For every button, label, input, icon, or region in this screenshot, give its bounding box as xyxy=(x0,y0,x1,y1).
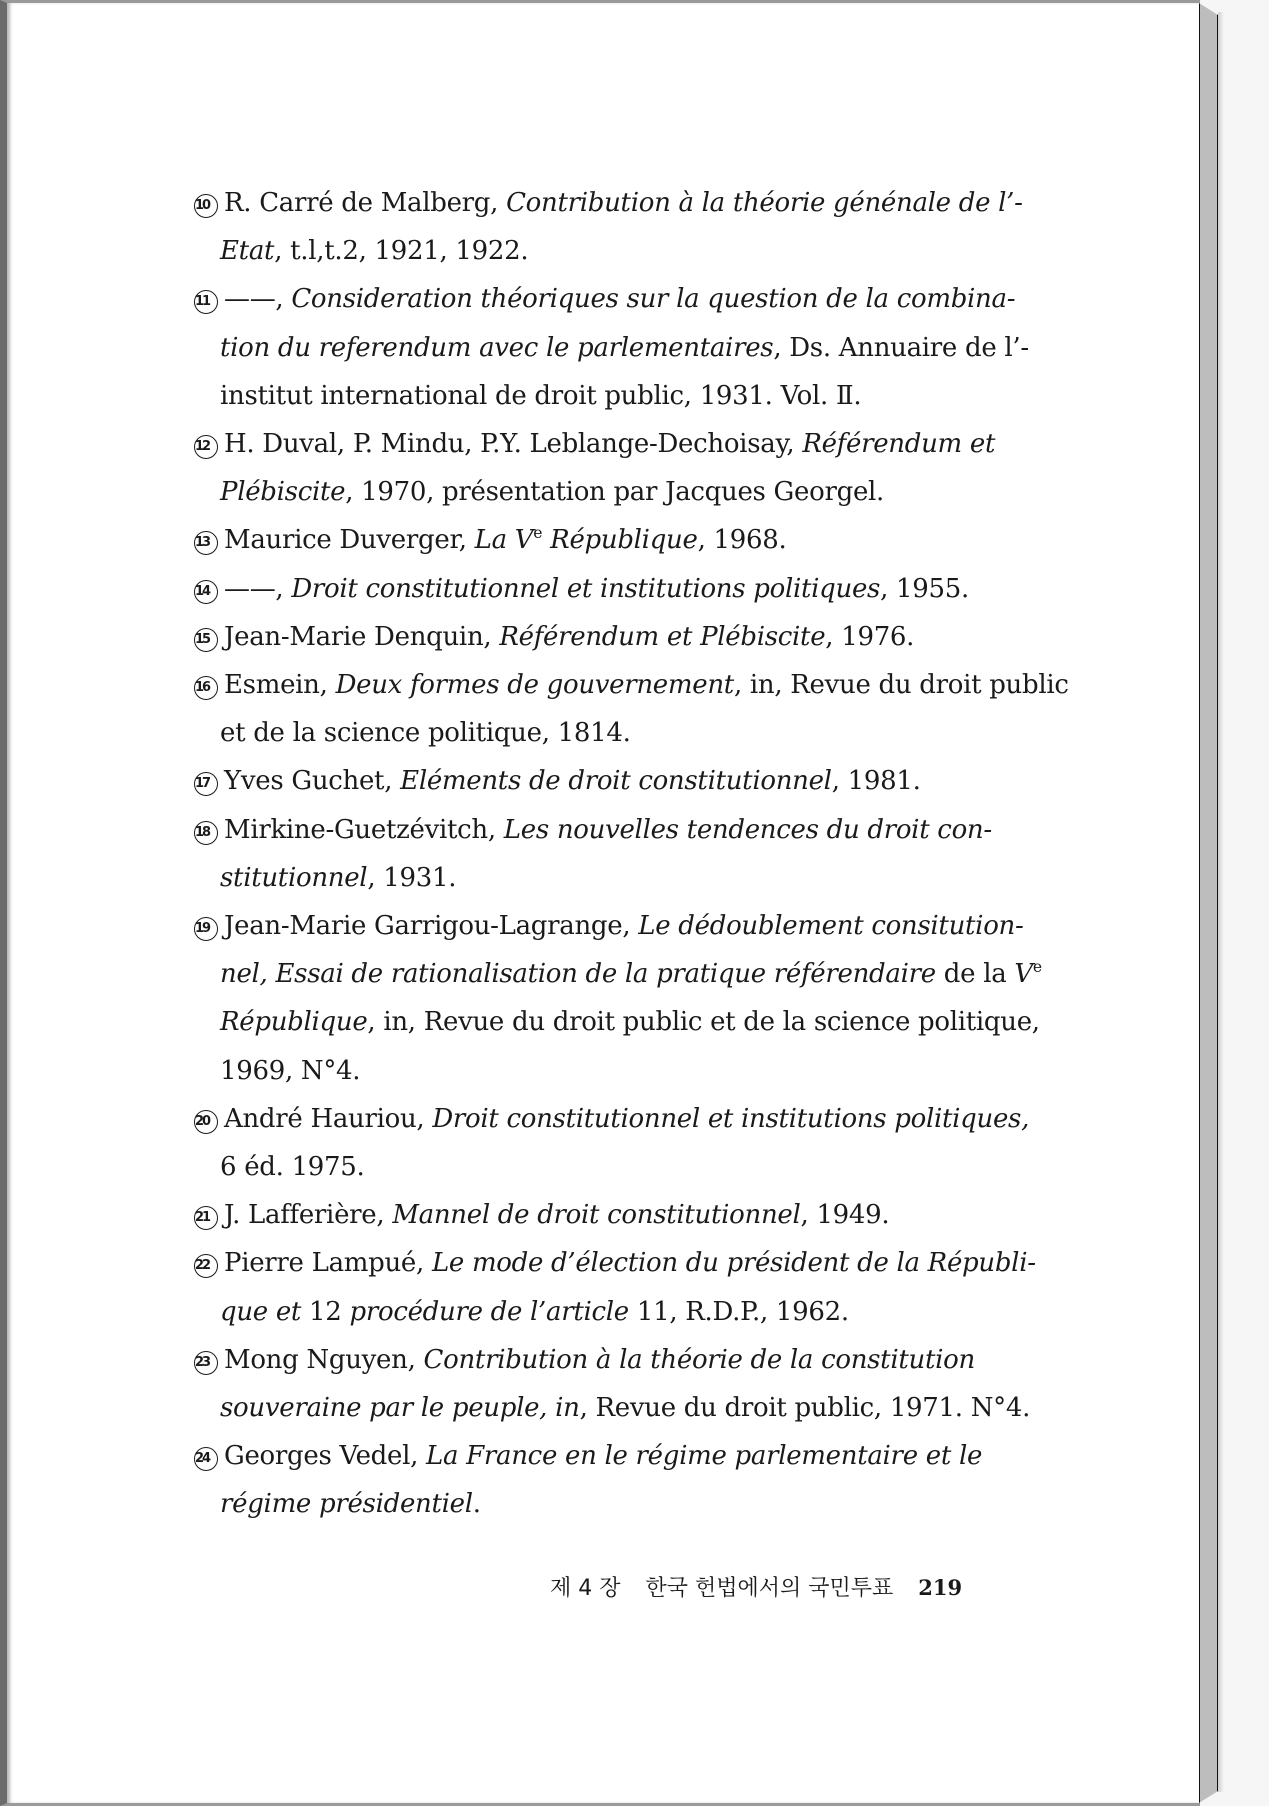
reference-text: Mong Nguyen, xyxy=(224,1344,424,1375)
chapter-title: 한국 헌법에서의 국민투표 xyxy=(645,1576,894,1601)
italic-title-text: régime présidentiel xyxy=(220,1489,473,1520)
reference-text: e xyxy=(533,524,543,543)
reference-line xyxy=(194,565,1029,613)
reference-line xyxy=(194,1239,1036,1287)
reference-line xyxy=(194,516,1029,564)
reference-text: Jean-Marie Denquin, xyxy=(224,621,500,652)
reference-item xyxy=(194,757,1029,805)
italic-title-text: V xyxy=(1014,959,1033,990)
reference-line xyxy=(194,227,1029,275)
circled-number-icon: 11 xyxy=(194,290,218,314)
reference-text: , Revue du droit public, 1971. N°4. xyxy=(579,1393,1031,1424)
reference-text: , t.l,t.2, 1921, 1922. xyxy=(274,236,529,267)
reference-text: Maurice Duverger, xyxy=(224,525,475,556)
reference-line xyxy=(194,854,1029,902)
italic-title-text: Le mode d’élection du président de la Républi- xyxy=(431,1248,1036,1279)
italic-title-text: que et xyxy=(220,1296,310,1327)
reference-text: Mirkine-Guetzévitch, xyxy=(224,814,504,845)
circled-number-icon: 10 xyxy=(194,194,218,218)
reference-text: , in, Revue du droit public xyxy=(733,670,1069,701)
reference-text: . xyxy=(472,1489,481,1520)
reference-text: institut international de droit public, 1931. Vol. Ⅱ. xyxy=(220,380,862,411)
reference-line xyxy=(194,757,1029,805)
reference-text: , 1949. xyxy=(800,1200,890,1231)
reference-line xyxy=(194,1480,1029,1528)
reference-item xyxy=(194,1432,1029,1528)
reference-line xyxy=(194,998,1040,1046)
italic-title-text: Consideration théoriques sur la question de la combina- xyxy=(291,284,1016,315)
reference-text: Georges Vedel, xyxy=(224,1441,427,1472)
reference-line xyxy=(194,468,1029,516)
reference-line xyxy=(194,950,1042,998)
reference-text: ——, xyxy=(224,284,292,315)
italic-title-text: La France en le régime parlementaire et le xyxy=(426,1441,983,1472)
reference-text: Esmein, xyxy=(224,670,336,701)
reference-text: André Hauriou, xyxy=(224,1103,433,1134)
circled-number-icon: 18 xyxy=(194,821,218,845)
reference-text: H. Duval, P. Mindu, P.Y. Leblange-Dechoisay, xyxy=(224,429,803,460)
reference-text: , 1968. xyxy=(697,525,787,556)
reference-line xyxy=(194,1143,1029,1191)
italic-title-text: Contribution à la théorie génénale de l’- xyxy=(506,188,1023,218)
italic-title-text: Les nouvelles tendences du droit con- xyxy=(503,814,992,845)
reference-item xyxy=(194,420,1029,516)
circled-number-icon: 15 xyxy=(194,628,218,652)
reference-line xyxy=(194,1095,1029,1143)
italic-title-text: Mannel de droit constitutionnel xyxy=(392,1200,801,1231)
italic-title-text: Plébiscite xyxy=(220,477,346,508)
reference-line xyxy=(194,420,1029,468)
circled-number-icon: 21 xyxy=(194,1206,218,1230)
italic-title-text: Référendum et xyxy=(802,429,996,460)
reference-item xyxy=(194,516,1029,564)
reference-line xyxy=(194,1191,1029,1239)
reference-line xyxy=(194,1288,1029,1336)
circled-number-icon: 13 xyxy=(194,531,218,555)
reference-line xyxy=(194,179,1029,227)
italic-title-text: souveraine par le peuple, in xyxy=(220,1393,580,1424)
reference-text: Pierre Lampué, xyxy=(224,1248,432,1279)
circled-number-icon: 23 xyxy=(194,1351,218,1375)
italic-title-text: La V xyxy=(474,525,534,556)
italic-title-text: stitutionnel xyxy=(220,862,368,893)
reference-text: et de la science politique, 1814. xyxy=(220,718,631,749)
italic-title-text: Etat xyxy=(220,236,275,267)
reference-text: e xyxy=(1032,958,1042,977)
reference-item xyxy=(194,902,1042,1095)
italic-title-text: Le dédoublement consitution- xyxy=(638,911,1024,942)
reference-text: Jean-Marie Garrigou-Lagrange, xyxy=(224,911,639,942)
reference-line xyxy=(194,1432,1029,1480)
reference-text: 1969, N°4. xyxy=(220,1055,361,1086)
reference-item xyxy=(194,806,1029,902)
circled-number-icon: 17 xyxy=(194,772,218,796)
reference-text: , 1970, présentation par Jacques Georgel. xyxy=(345,477,885,508)
reference-line xyxy=(194,1336,1029,1384)
reference-item xyxy=(194,613,1029,661)
italic-title-text: Deux formes de gouvernement xyxy=(335,670,734,701)
reference-text: , in, Revue du droit public et de la science politique, xyxy=(367,1007,1040,1038)
reference-line xyxy=(194,709,1029,757)
reference-line xyxy=(194,1047,1029,1095)
reference-text: , Ds. Annuaire de l’- xyxy=(773,332,1029,363)
reference-text: 11, R.D.P., 1962. xyxy=(628,1296,849,1327)
reference-text: , 1955. xyxy=(880,573,969,604)
reference-item xyxy=(194,1239,1036,1335)
italic-title-text: Droit constitutionnel et institutions politiques, xyxy=(432,1103,1030,1134)
reference-item xyxy=(194,179,1029,275)
reference-text: 6 éd. 1975. xyxy=(220,1152,365,1183)
page-edge-curl xyxy=(1199,3,1218,1803)
italic-title-text: procédure de l’article xyxy=(349,1296,629,1327)
circled-number-icon: 19 xyxy=(194,917,218,941)
reference-text: J. Lafferière, xyxy=(224,1200,393,1231)
reference-text: , 1931. xyxy=(367,862,457,893)
reference-item xyxy=(194,1191,1029,1239)
page-edge-shadow xyxy=(1218,12,1224,1792)
circled-number-icon: 12 xyxy=(194,435,218,459)
reference-line xyxy=(194,324,1029,372)
italic-title-text: Référendum et Plébiscite xyxy=(499,621,826,652)
reference-text: , 1976. xyxy=(825,621,915,652)
reference-text: de la xyxy=(935,959,1015,990)
reference-item xyxy=(194,275,1029,420)
italic-title-text: République xyxy=(542,525,698,556)
reference-text: Yves Guchet, xyxy=(224,766,401,797)
page-footer xyxy=(550,1571,962,1602)
reference-item xyxy=(194,1095,1029,1191)
reference-line xyxy=(194,613,1029,661)
reference-item xyxy=(194,1336,1029,1432)
reference-item xyxy=(194,661,1069,757)
page-number: 219 xyxy=(918,1575,963,1600)
italic-title-text: République xyxy=(220,1007,368,1038)
reference-text: R. Carré de Malberg, xyxy=(224,188,507,218)
reference-line xyxy=(194,372,1029,420)
reference-item xyxy=(194,565,1029,613)
italic-title-text: Droit constitutionnel et institutions politiques xyxy=(291,573,881,604)
circled-number-icon: 16 xyxy=(194,676,218,700)
circled-number-icon: 14 xyxy=(194,580,218,604)
circled-number-icon: 22 xyxy=(194,1254,218,1278)
italic-title-text: nel, Essai de rationalisation de la pratique référendaire xyxy=(220,959,936,990)
reference-text: ——, xyxy=(224,573,292,604)
chapter-label: 제 4 장 xyxy=(550,1576,621,1601)
reference-line xyxy=(194,902,1029,950)
reference-line xyxy=(194,275,1029,323)
italic-title-text: tion du referendum avec le parlementaires xyxy=(220,332,774,363)
reference-text: 12 xyxy=(309,1296,350,1327)
reference-line xyxy=(194,661,1069,709)
reference-text: , 1981. xyxy=(831,766,921,797)
reference-list xyxy=(194,179,1069,1529)
italic-title-text: Eléments de droit constitutionnel xyxy=(400,766,832,797)
reference-line xyxy=(194,806,1029,854)
reference-line xyxy=(194,1384,1029,1432)
italic-title-text: Contribution à la théorie de la constitution xyxy=(423,1344,975,1375)
circled-number-icon: 20 xyxy=(194,1110,218,1134)
circled-number-icon: 24 xyxy=(194,1447,218,1471)
